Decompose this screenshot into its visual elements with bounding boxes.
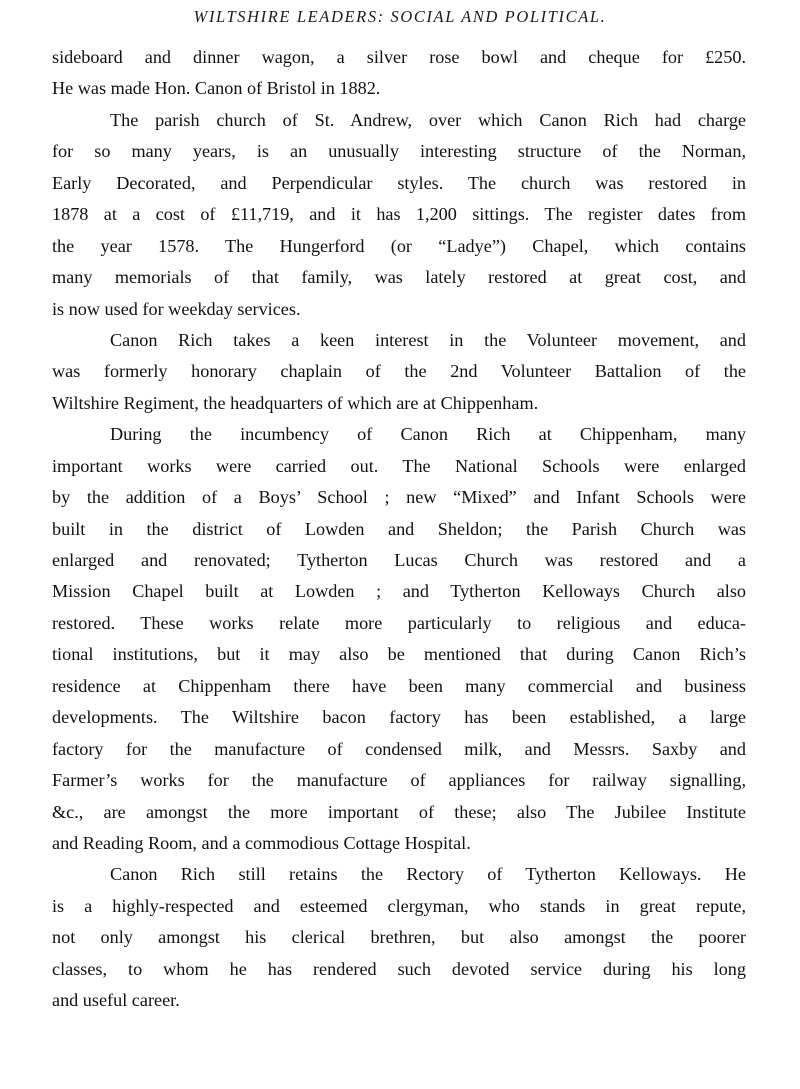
text-line: Early Decorated, and Perpendicular styles. The church was restored in bbox=[52, 172, 746, 193]
text-line: &c., are amongst the more important of these; also The Jubilee Institute bbox=[52, 801, 746, 822]
text-line: important works were carried out. The National Schools were enlarged bbox=[52, 455, 746, 476]
text-line: and Reading Room, and a commodious Cottage Hospital. bbox=[52, 832, 471, 853]
text-line: Mission Chapel built at Lowden ; and Tytherton Kelloways Church also bbox=[52, 581, 746, 602]
text-line: the year 1578. The Hungerford (or “Ladye”) Chapel, which contains bbox=[52, 235, 746, 256]
body-text bbox=[52, 42, 746, 1017]
text-line: Canon Rich takes a keen interest in the Volunteer movement, and bbox=[110, 329, 746, 350]
paragraph bbox=[52, 325, 746, 419]
text-line: tional institutions, but it may also be mentioned that during Canon Rich’s bbox=[52, 644, 746, 665]
text-line: enlarged and renovated; Tytherton Lucas Church was restored and a bbox=[52, 550, 746, 570]
text-line: was formerly honorary chaplain of the 2nd Volunteer Battalion of the bbox=[52, 361, 746, 382]
text-line: During the incumbency of Canon Rich at Chippenham, many bbox=[110, 424, 746, 445]
text-line: is a highly-respected and esteemed clergyman, who stands in great repute, bbox=[52, 895, 746, 916]
text-line: restored. These works relate more particularly to religious and educa- bbox=[52, 612, 746, 633]
paragraph bbox=[52, 859, 746, 1016]
text-line: by the addition of a Boys’ School ; new “Mixed” and Infant Schools were bbox=[52, 487, 746, 508]
text-line: 1878 at a cost of £11,719, and it has 1,200 sittings. The register dates from bbox=[52, 204, 746, 225]
text-line: for so many years, is an unusually interesting structure of the Norman, bbox=[52, 141, 746, 162]
paragraph bbox=[52, 105, 746, 325]
running-header: WILTSHIRE LEADERS: SOCIAL AND POLITICAL. bbox=[193, 7, 607, 26]
text-line: built in the district of Lowden and Sheldon; the Parish Church was bbox=[52, 518, 746, 539]
text-line: and useful career. bbox=[52, 990, 180, 1011]
paragraph bbox=[52, 42, 746, 105]
text-line: factory for the manufacture of condensed milk, and Messrs. Saxby and bbox=[52, 738, 746, 759]
text-line: is now used for weekday services. bbox=[52, 298, 301, 319]
text-line: Farmer’s works for the manufacture of appliances for railway signalling, bbox=[52, 770, 746, 791]
paragraph bbox=[52, 419, 746, 859]
text-line: classes, to whom he has rendered such devoted service during his long bbox=[52, 958, 746, 979]
text-line: Wiltshire Regiment, the headquarters of which are at Chippenham. bbox=[52, 392, 539, 413]
text-line: many memorials of that family, was lately restored at great cost, and bbox=[52, 267, 746, 288]
text-line: Canon Rich still retains the Rectory of Tytherton Kelloways. He bbox=[110, 864, 746, 885]
text-line: sideboard and dinner wagon, a silver rose bowl and cheque for £250. bbox=[52, 47, 746, 67]
text-line: developments. The Wiltshire bacon factory has been established, a large bbox=[52, 707, 746, 728]
text-line: He was made Hon. Canon of Bristol in 1882. bbox=[52, 78, 381, 99]
text-line: The parish church of St. Andrew, over which Canon Rich had charge bbox=[110, 109, 746, 130]
text-line: not only amongst his clerical brethren, but also amongst the poorer bbox=[52, 927, 746, 948]
text-line: residence at Chippenham there have been many commercial and business bbox=[52, 675, 746, 696]
